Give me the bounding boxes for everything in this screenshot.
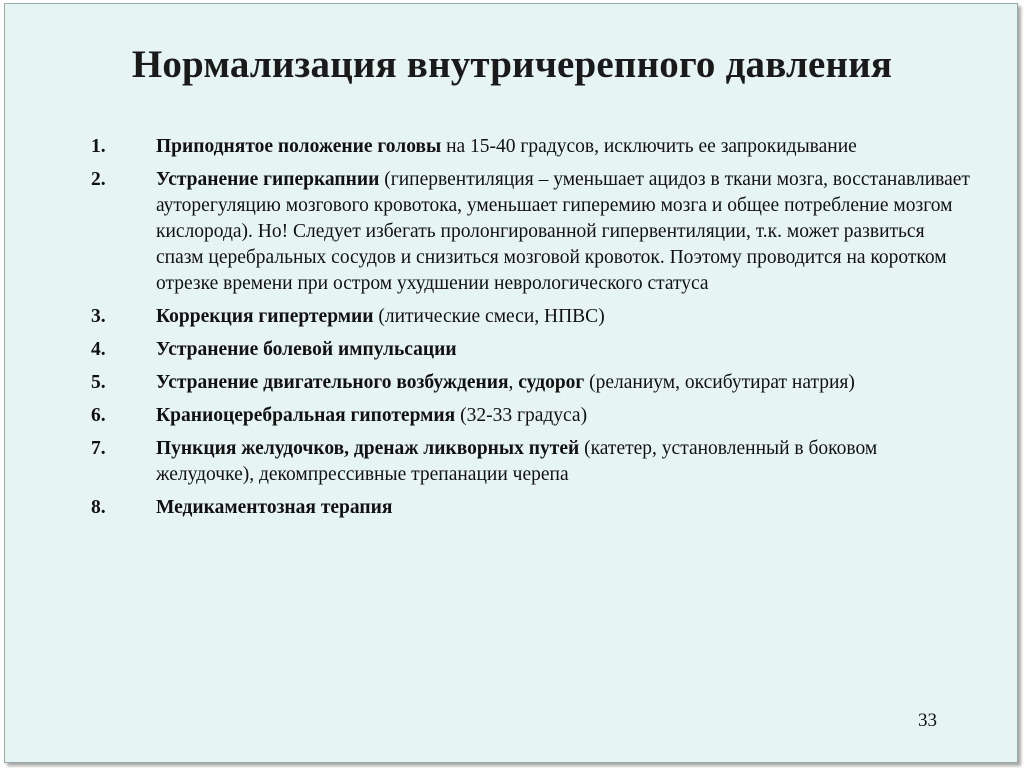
list-item-number: 6. [91,405,106,426]
list-item-heading: Пункция желудочков, дренаж ликворных путей [156,438,580,459]
list-item-heading: судорог [518,372,585,393]
slide-title: Нормализация внутричерепного давления [131,43,893,86]
list-item-number: 8. [91,497,106,518]
list-item-text [156,370,976,396]
list-item-heading: Устранение двигательного возбуждения [156,372,509,393]
numbered-list [5,134,1019,528]
list-item-heading: Коррекция гипертермии [156,306,374,327]
list-item-heading: Устранение болевой импульсации [156,339,457,360]
list-item-heading: Устранение гиперкапнии [156,169,380,190]
list-item-detail: , [508,372,519,393]
list-item-number: 2. [91,169,106,190]
list-item-heading: Приподнятое положение головы [156,136,442,157]
list-item-text [156,167,976,297]
list-item [5,370,1019,396]
list-item-text [156,495,976,521]
list-item-text [156,337,976,363]
list-item-number: 4. [91,339,106,360]
list-item-number: 7. [91,438,106,459]
list-item [5,304,1019,330]
list-item-heading: Медикаментозная терапия [156,497,393,518]
list-item-detail: (реланиум, оксибутират натрия) [584,372,855,393]
list-item-number: 3. [91,306,106,327]
list-item [5,436,1019,488]
list-item-detail: (гипервентиляция – уменьшает ацидоз в ткани мозга, восстанавливает ауторегуляцию мозгового кровотока, уменьшает гиперемию мозга и общее потребление мозгом кислорода). Но! Следует избегать пролонгированной гипервентиляции, т.к. может развиться спазм церебральных сосудов и снизиться мозговой кровоток. Поэтому проводится на коротком отрезке времени при остром ухудшении неврологического статуса [156,169,970,294]
list-item [5,167,1019,297]
list-item [5,495,1019,521]
list-item-detail: (литические смеси, НПВС) [373,306,605,327]
list-item [5,337,1019,363]
list-item-detail: на 15-40 градусов, исключить ее запрокидывание [441,136,857,157]
list-item-detail: (катетер, установленный в боковом желудочке), декомпрессивные трепанации черепа [156,438,878,485]
list-item-text [156,403,976,429]
page-number: 33 [918,710,937,731]
list-item-number: 5. [91,372,106,393]
list-item-heading: Краниоцеребральная гипотермия [156,405,456,426]
list-item [5,403,1019,429]
list-item-text [156,304,976,330]
list-item-number: 1. [91,136,106,157]
list-item-text [156,134,976,160]
slide [4,3,1018,763]
list-item-text [156,436,976,488]
list-item [5,134,1019,160]
list-item-detail: (32-33 градуса) [455,405,588,426]
